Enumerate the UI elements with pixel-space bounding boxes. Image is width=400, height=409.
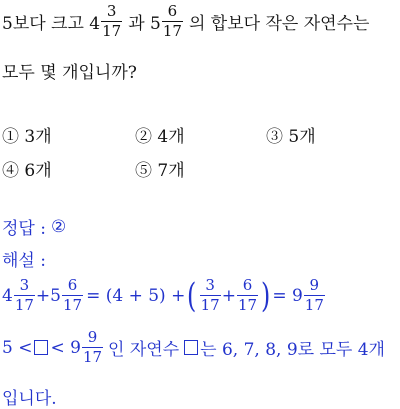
question-mid: 과 5 [128, 14, 161, 34]
option-text: 3개 [24, 127, 52, 147]
option-mark: ⑤ [135, 161, 152, 181]
eq-fraction-2: $\frac{6}{17}$ [63, 276, 83, 314]
option-text: 7개 [157, 161, 185, 181]
option-mark: ③ [266, 127, 283, 147]
option-2[interactable] [135, 122, 185, 147]
question-line-2: 모두 몇 개입니까? [2, 63, 137, 83]
right-paren: ) [261, 275, 271, 316]
eq-fraction-4: $\frac{6}{17}$ [237, 276, 258, 314]
option-mark: ② [135, 127, 152, 147]
blank-box [34, 340, 48, 355]
blank-box [184, 340, 198, 355]
answer-value: ② [50, 216, 67, 237]
option-mark: ① [2, 127, 19, 147]
eq-fraction-3: $\frac{3}{17}$ [200, 276, 220, 314]
explanation-label: 해설 : [2, 251, 46, 271]
answer-line [2, 214, 66, 239]
explanation-equation: 4 $\frac{3}{17}$ + 5 $\frac{6}{17}$ = (4 + 5) + ( $\frac{3}{17}$ + $\frac{6}{17}$ ) = 9 $\frac{9}{17}$ [2, 275, 324, 316]
question-fraction-2: $\frac{6}{17}$ [162, 2, 182, 40]
option-text: 5개 [288, 127, 316, 147]
question-fraction-1: $\frac{3}{17}$ [102, 2, 122, 40]
option-5[interactable] [135, 156, 185, 181]
option-text: 4개 [157, 127, 185, 147]
eq-fraction-1: $\frac{3}{17}$ [14, 276, 34, 314]
answer-label: 정답 : [2, 219, 46, 239]
explanation-line-2: 5 < < 9 $\frac{9}{17}$ 인 자연수 는 6, 7, 8, 9로 모두 4개 [2, 328, 385, 366]
question-prefix: 5보다 크고 4 [2, 14, 101, 34]
option-1[interactable] [2, 122, 52, 147]
explanation-line-3: 입니다. [2, 389, 57, 409]
option-3[interactable] [266, 122, 316, 147]
question-suffix: 의 합보다 작은 자연수는 [188, 14, 370, 34]
eq-fraction-5: $\frac{9}{17}$ [304, 276, 324, 314]
left-paren: ( [187, 275, 197, 316]
option-mark: ④ [2, 161, 19, 181]
option-4[interactable] [2, 156, 52, 181]
ineq-fraction: $\frac{9}{17}$ [82, 328, 103, 366]
question-line-1 [2, 4, 369, 39]
option-text: 6개 [24, 161, 52, 181]
